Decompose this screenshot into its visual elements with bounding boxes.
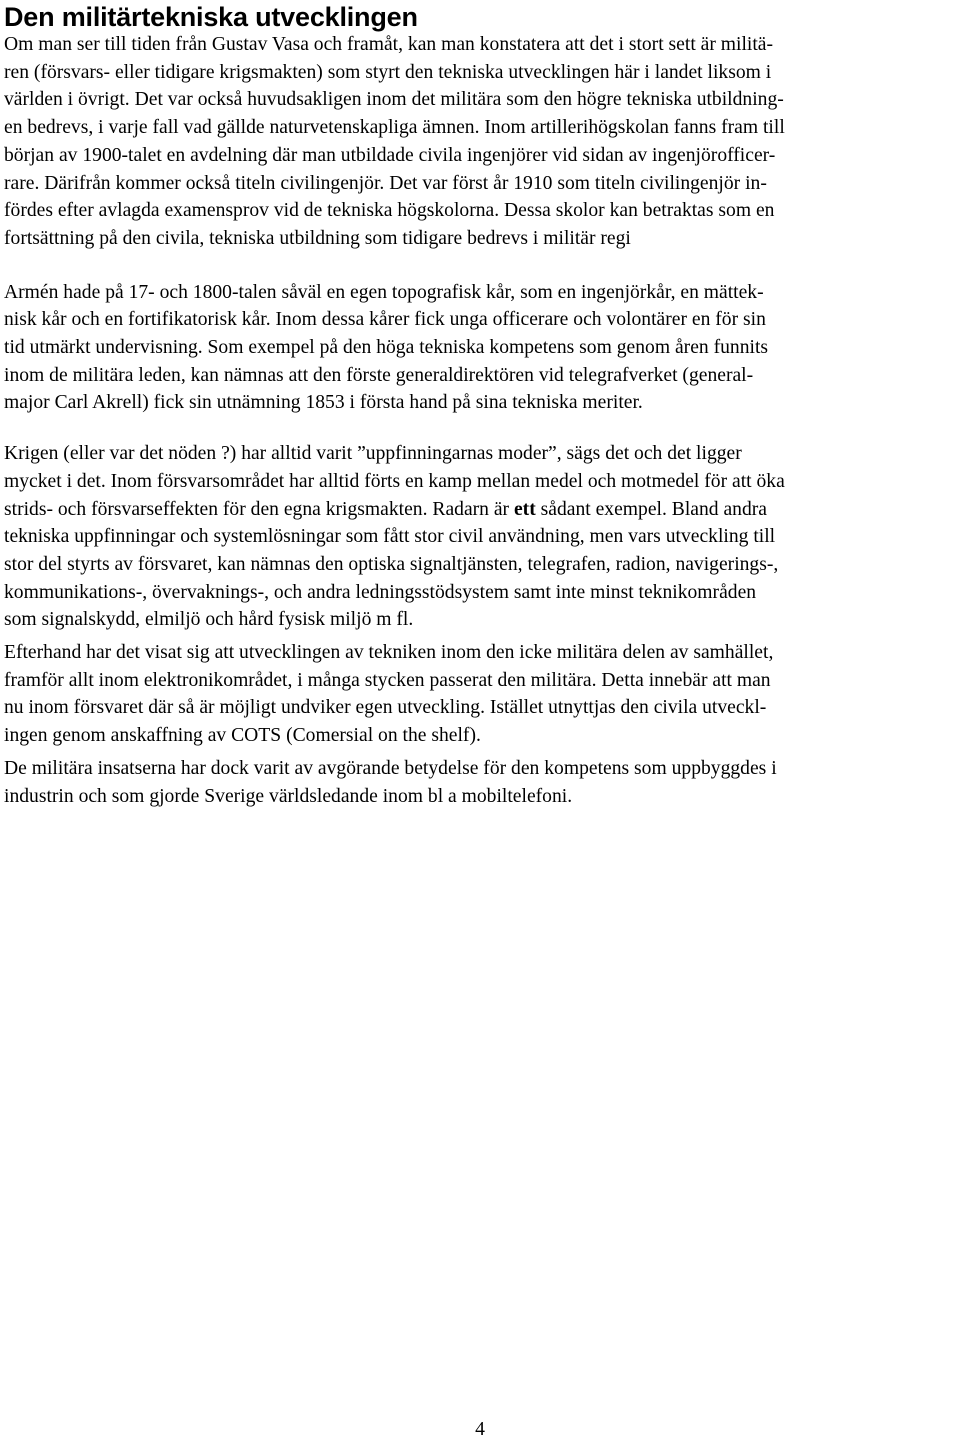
paragraph-civil-development <box>4 639 954 750</box>
text-line: industrin och som gjorde Sverige världsledande inom bl a mobiltelefoni. <box>4 785 573 807</box>
emphasis-text: ett <box>513 498 536 520</box>
paragraph-vasa-history <box>4 31 954 253</box>
text-line <box>4 499 767 520</box>
text-line: Krigen (eller var det nöden ?) har alltid varit ”uppfinningarnas moder”, sägs det och det ligger <box>4 443 742 465</box>
text-line: en bedrevs, i varje fall vad gällde naturvetenskapliga ämnen. Inom artillerihögskolan fanns fram till <box>4 117 785 139</box>
text-line: inom de militära leden, kan nämnas att den förste generaldirektören vid telegrafverket (general- <box>4 364 754 386</box>
text-line: början av 1900-talet en avdelning där man utbildade civila ingenjörer vid sidan av ingenjörofficer- <box>4 144 776 166</box>
paragraph-mobile-telephony <box>4 755 954 810</box>
text-line: mycket i det. Inom försvarsområdet har alltid förts en kamp mellan medel och motmedel för att öka <box>4 470 785 492</box>
text-line: rare. Därifrån kommer också titeln civilingenjör. Det var först år 1910 som titeln civilingenjör in- <box>4 172 767 194</box>
paragraph-army-corps <box>4 279 954 418</box>
text-line: ren (försvars- eller tidigare krigsmakten) som styrt den tekniska utvecklingen här i landet liksom i <box>4 61 772 83</box>
text-line: major Carl Akrell) fick sin utnämning 1853 i första hand på sina tekniska meriter. <box>4 392 643 414</box>
text-line: ingen genom anskaffning av COTS (Comersial on the shelf). <box>4 725 481 747</box>
page-number: 4 <box>475 1419 485 1440</box>
text-line: Armén hade på 17- och 1800-talen såväl en egen topografisk kår, som en ingenjörkår, en mättek- <box>4 281 764 303</box>
text-line: nisk kår och en fortifikatorisk kår. Inom dessa kårer fick unga officerare och volontärer en för sin <box>4 309 766 331</box>
text-line: Efterhand har det visat sig att utvecklingen av tekniken inom den icke militära delen av samhället, <box>4 642 774 664</box>
text-line: stor del styrts av försvaret, kan nämnas den optiska signaltjänsten, telegrafen, radion, navigerings-, <box>4 553 779 575</box>
text-segment: strids- och försvarseffekten för den egna krigsmakten. Radarn är <box>4 498 514 520</box>
text-line: nu inom försvaret där så är möjligt undviker egen utveckling. Istället utnyttjas den civila utveckl- <box>4 697 767 719</box>
text-line: tid utmärkt undervisning. Som exempel på den höga tekniska kompetens som genom åren funnits <box>4 337 769 359</box>
document-page <box>4 0 954 810</box>
document-title: Den militärtekniska utvecklingen <box>4 2 418 32</box>
text-line: framför allt inom elektronikområdet, i många stycken passerat den militära. Detta innebär att man <box>4 669 771 691</box>
paragraph-war-inventions <box>4 440 954 634</box>
text-line: som signalskydd, elmiljö och hård fysisk miljö m fl. <box>4 609 414 631</box>
text-line: fördes efter avlagda examensprov vid de tekniska högskolorna. Dessa skolor kan betraktas som en <box>4 200 775 222</box>
text-line: tekniska uppfinningar och systemlösningar som fått stor civil användning, men vars utveckling till <box>4 526 776 548</box>
text-line: Om man ser till tiden från Gustav Vasa och framåt, kan man konstatera att det i stort sett är militä- <box>4 34 774 55</box>
text-line: De militära insatserna har dock varit av avgörande betydelse för den kompetens som uppbyggdes i <box>4 757 777 779</box>
text-line: världen i övrigt. Det var också huvudsakligen inom det militära som den högre tekniska utbildning- <box>4 89 784 111</box>
text-line: kommunikations-, övervaknings-, och andra ledningsstödsystem samt inte minst teknikområden <box>4 581 757 603</box>
text-line: fortsättning på den civila, tekniska utbildning som tidigare bedrevs i militär regi <box>4 227 631 249</box>
text-segment: sådant exempel. Bland andra <box>535 498 767 520</box>
